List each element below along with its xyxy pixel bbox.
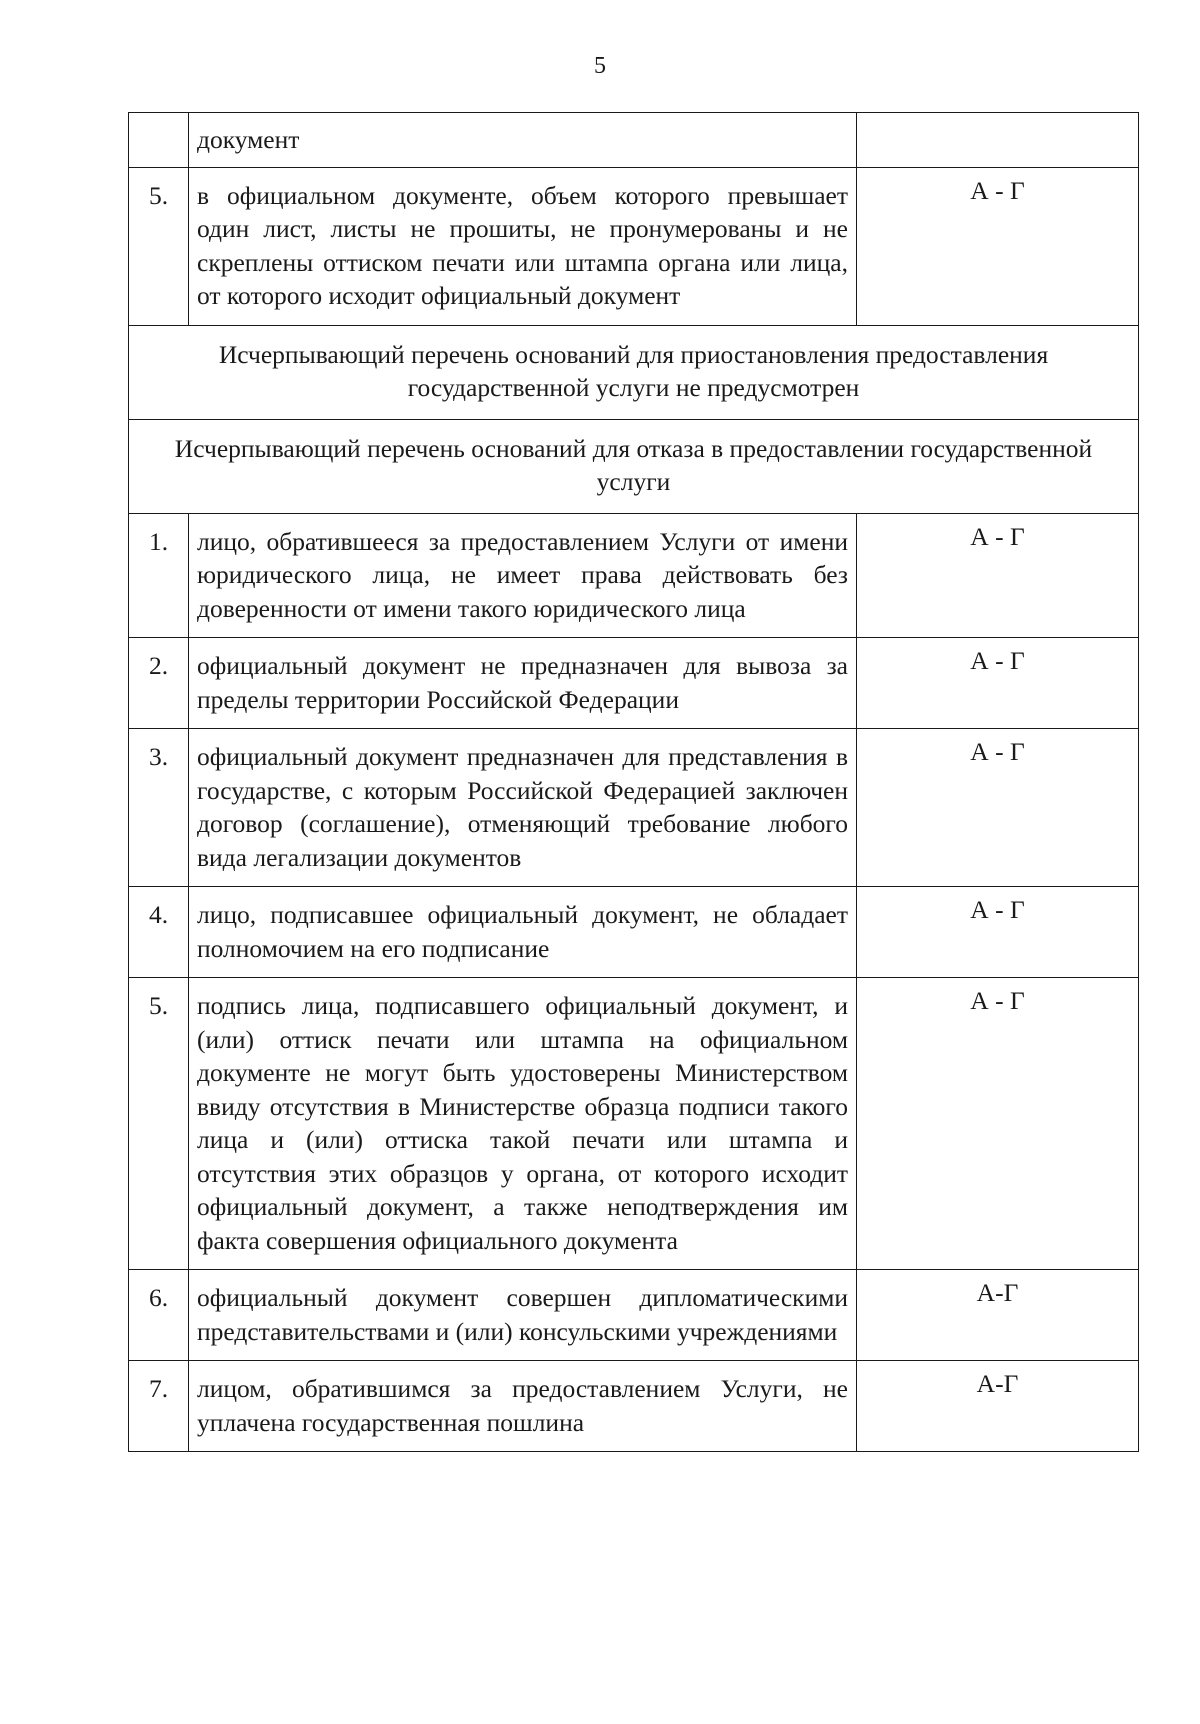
table-row <box>129 1361 1139 1452</box>
row-number: 3. <box>129 729 189 887</box>
row-number: 7. <box>129 1361 189 1452</box>
row-text: документ <box>189 113 857 168</box>
row-text: официальный документ предназначен для представления в государстве, с которым Российской Федерацией заключен договор (соглашение), отменяющий требование любого вида легализации документов <box>189 729 857 887</box>
table-row <box>129 113 1139 168</box>
refusal-heading: Исчерпывающий перечень оснований для отказа в предоставлении государственной услуги <box>129 419 1139 513</box>
row-text: подпись лица, подписавшего официальный документ, и (или) оттиск печати или штампа на официальном документе не могут быть удостоверены Министерством ввиду отсутствия в Министерстве образца подписи такого лица и (или) оттиска такой печати или штампа и отсутствия этих образцов у органа, от которого исходит официальный документ, а также неподтверждения им факта совершения официального документа <box>189 978 857 1270</box>
table-row <box>129 978 1139 1270</box>
row-code: А - Г <box>857 729 1139 887</box>
row-number: 5. <box>129 978 189 1270</box>
row-code: А-Г <box>857 1361 1139 1452</box>
section-heading-row <box>129 419 1139 513</box>
table-row <box>129 513 1139 638</box>
row-code: А - Г <box>857 513 1139 638</box>
row-number: 4. <box>129 887 189 978</box>
table-row <box>129 638 1139 729</box>
row-number <box>129 113 189 168</box>
row-number: 5. <box>129 167 189 325</box>
row-code <box>857 113 1139 168</box>
row-text: официальный документ не предназначен для вывоза за пределы территории Российской Федерации <box>189 638 857 729</box>
row-code: А - Г <box>857 167 1139 325</box>
row-text: в официальном документе, объем которого превышает один лист, листы не прошиты, не пронумерованы и не скреплены оттиском печати или штампа органа или лица, от которого исходит официальный документ <box>189 167 857 325</box>
suspension-heading: Исчерпывающий перечень оснований для приостановления предоставления государственной услуги не предусмотрен <box>129 325 1139 419</box>
row-code: А - Г <box>857 638 1139 729</box>
page-number: 5 <box>594 53 606 79</box>
row-code: А-Г <box>857 1270 1139 1361</box>
table-row <box>129 167 1139 325</box>
row-text: лицом, обратившимся за предоставлением Услуги, не уплачена государственная пошлина <box>189 1361 857 1452</box>
section-heading-row <box>129 325 1139 419</box>
grounds-table <box>128 112 1139 1452</box>
row-number: 1. <box>129 513 189 638</box>
row-code: А - Г <box>857 887 1139 978</box>
row-text: официальный документ совершен дипломатическими представительствами и (или) консульскими учреждениями <box>189 1270 857 1361</box>
row-number: 2. <box>129 638 189 729</box>
row-text: лицо, обратившееся за предоставлением Услуги от имени юридического лица, не имеет права действовать без доверенности от имени такого юридического лица <box>189 513 857 638</box>
row-text: лицо, подписавшее официальный документ, не обладает полномочием на его подписание <box>189 887 857 978</box>
row-code: А - Г <box>857 978 1139 1270</box>
table-row <box>129 729 1139 887</box>
table-row <box>129 1270 1139 1361</box>
row-number: 6. <box>129 1270 189 1361</box>
table-row <box>129 887 1139 978</box>
